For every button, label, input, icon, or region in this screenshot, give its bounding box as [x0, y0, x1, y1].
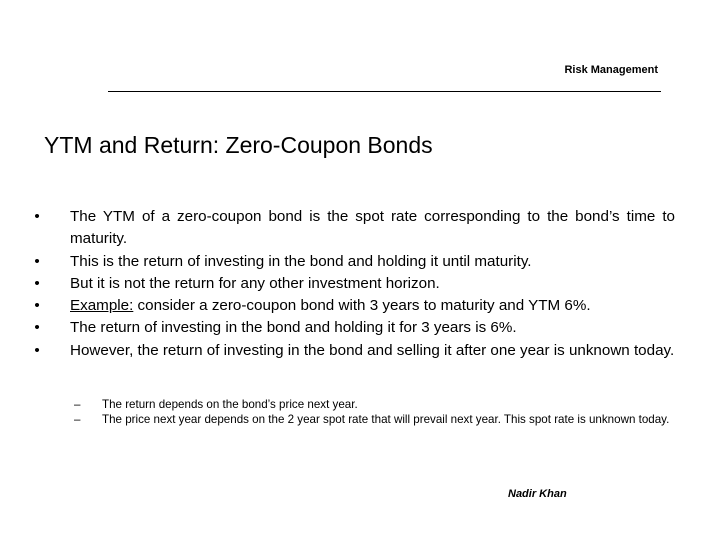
- sub-bullet-text: The price next year depends on the 2 year spot rate that will prevail next year. This spot rate is unknown today.: [102, 413, 670, 426]
- bullet-item: [30, 273, 675, 295]
- slide-title: YTM and Return: Zero-Coupon Bonds: [44, 132, 433, 158]
- header-divider: [108, 91, 661, 92]
- bullet-dot-icon: •: [34, 208, 40, 225]
- dash-icon: –: [74, 398, 81, 411]
- bullet-list: [30, 206, 675, 362]
- sub-bullet-item: [74, 412, 676, 427]
- sub-bullet-item: [74, 397, 676, 412]
- bullet-text: However, the return of investing in the bond and selling it after one year is unknown today.: [70, 341, 675, 359]
- bullet-item: [30, 340, 675, 362]
- bullet-dot-icon: •: [34, 341, 40, 359]
- bullet-text: This is the return of investing in the bond and holding it until maturity.: [70, 252, 532, 270]
- bullet-item: [30, 295, 675, 317]
- bullet-item: [30, 317, 675, 339]
- bullet-dot-icon: •: [34, 252, 40, 270]
- bullet-text: The return of investing in the bond and holding it for 3 years is 6%.: [70, 319, 517, 337]
- header-label: Risk Management: [564, 64, 658, 76]
- footer-author: Nadir Khan: [508, 488, 567, 500]
- dash-icon: –: [74, 413, 81, 426]
- bullet-item: [30, 251, 675, 273]
- bullet-dot-icon: •: [34, 297, 40, 315]
- sub-bullet-list: [74, 397, 676, 427]
- bullet-item: [30, 206, 675, 251]
- bullet-prefix: Example:: [70, 297, 134, 315]
- bullet-text: But it is not the return for any other investment horizon.: [70, 274, 440, 292]
- sub-bullet-text: The return depends on the bond’s price next year.: [102, 398, 358, 411]
- bullet-dot-icon: •: [34, 319, 40, 337]
- bullet-dot-icon: •: [34, 274, 40, 292]
- bullet-text: consider a zero-coupon bond with 3 years to maturity and YTM 6%.: [133, 297, 591, 315]
- bullet-text: The YTM of a zero-coupon bond is the spot rate corresponding to the bond’s time to maturity.: [70, 208, 675, 248]
